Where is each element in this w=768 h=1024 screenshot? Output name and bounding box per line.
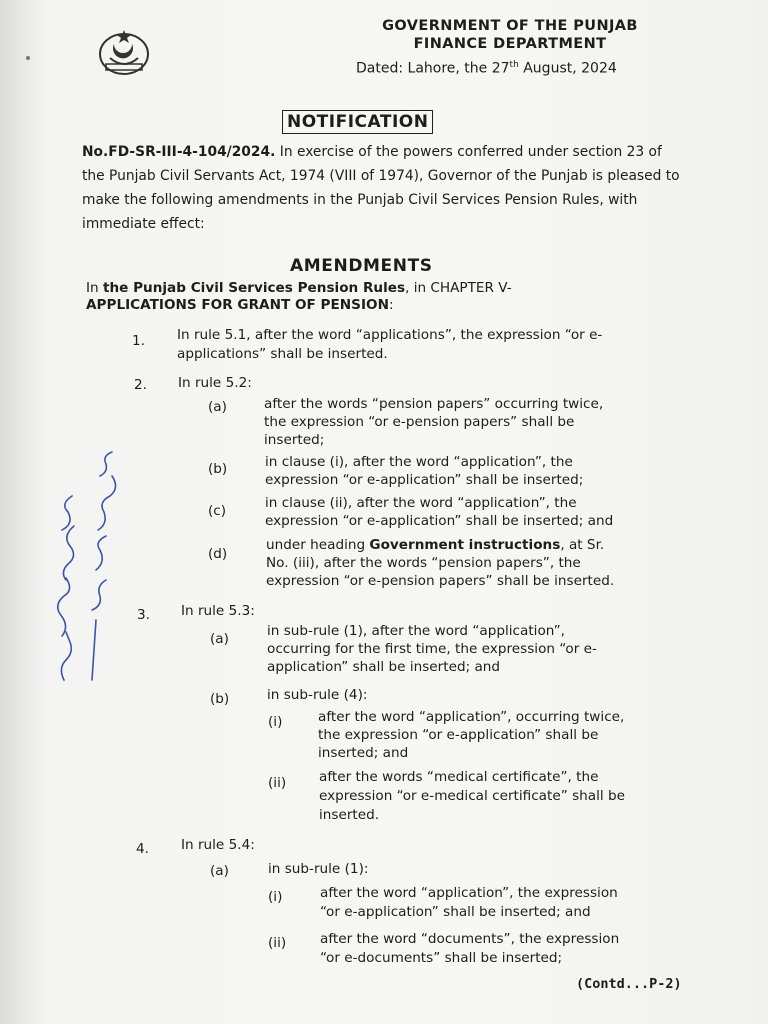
clause-text: in clause (i), after the word “application”, the [265, 454, 573, 470]
subclause-text: after the word “documents”, the expression [320, 931, 620, 947]
clause-text: occurring for the first time, the expression “or e- [267, 641, 597, 657]
continued-note: (Contd...P-2) [576, 976, 682, 992]
item-number: 2. [134, 377, 147, 393]
notification-title: NOTIFICATION [282, 110, 433, 134]
subclause-text: the expression “or e-application” shall be [318, 727, 599, 743]
clause-text: inserted; [264, 432, 325, 448]
subclause-text: inserted; and [318, 745, 409, 761]
subclause-text: expression “or e-medical certificate” shall be [319, 788, 625, 804]
handwritten-signature [52, 440, 122, 690]
amendments-title: AMENDMENTS [290, 256, 433, 276]
clause-label: (d) [208, 546, 228, 562]
clause-text: in sub-rule (4): [267, 687, 368, 703]
clause-label: (a) [210, 863, 229, 879]
subclause-label: (ii) [268, 775, 287, 791]
govt-heading: GOVERNMENT OF THE PUNJAB [382, 18, 638, 34]
clause-text: the expression “or e-pension papers” shall be [264, 414, 575, 430]
subclause-text: inserted. [319, 807, 380, 823]
subclause-label: (i) [268, 889, 283, 905]
clause-label: (a) [210, 631, 229, 647]
clause-text: No. (iii), after the words “pension papers”, the [266, 555, 581, 571]
clause-text: in sub-rule (1): [268, 861, 369, 877]
scan-speck [26, 56, 30, 60]
clause-label: (b) [210, 691, 230, 707]
dated-line: Dated: Lahore, the 27th August, 2024 [356, 60, 617, 77]
item-number: 4. [136, 841, 149, 857]
subclause-text: after the word “application”, the expression [320, 885, 618, 901]
subclause-text: “or e-documents” shall be inserted; [320, 950, 563, 966]
item-text: In rule 5.2: [178, 375, 252, 391]
item-text: In rule 5.4: [181, 837, 255, 853]
clause-text: expression “or e-application” shall be inserted; [265, 472, 584, 488]
subclause-label: (i) [268, 714, 283, 730]
dept-heading: FINANCE DEPARTMENT [413, 36, 607, 52]
subclause-label: (ii) [268, 935, 287, 951]
clause-text: under heading Government instructions, at Sr. [266, 537, 605, 553]
item-text: applications” shall be inserted. [177, 346, 388, 362]
item-number: 1. [132, 333, 145, 349]
clause-text: expression “or e-application” shall be inserted; and [265, 513, 614, 529]
item-text: In rule 5.1, after the word “applications”, the expression “or e- [177, 327, 603, 343]
item-text: In rule 5.3: [181, 603, 255, 619]
clause-text: application” shall be inserted; and [267, 659, 501, 675]
notification-number: No.FD-SR-III-4-104/2024. [82, 144, 276, 160]
punjab-govt-emblem [96, 24, 152, 76]
clause-text: after the words “pension papers” occurring twice, [264, 396, 604, 412]
item-number: 3. [137, 607, 150, 623]
clause-text: in clause (ii), after the word “application”, the [265, 495, 577, 511]
clause-label: (a) [208, 399, 227, 415]
lead-paragraph: In the Punjab Civil Services Pension Rules, in CHAPTER V- APPLICATIONS FOR GRANT OF PENSION: [86, 280, 512, 313]
subclause-text: after the word “application”, occurring twice, [318, 709, 625, 725]
subclause-text: “or e-application” shall be inserted; and [320, 904, 591, 920]
clause-label: (b) [208, 461, 228, 477]
subclause-text: after the words “medical certificate”, the [319, 769, 599, 785]
clause-text: expression “or e-pension papers” shall be inserted. [266, 573, 615, 589]
intro-paragraph: No.FD-SR-III-4-104/2024. In exercise of the powers conferred under section 23 of the Punjab Civil Servants Act, 1974 (VIII of 1974), Governor of the Punjab is pleased to make the following amendments in the Punjab Civil Services Pension Rules, with immediate effect: [82, 144, 680, 232]
clause-label: (c) [208, 503, 227, 519]
clause-text: in sub-rule (1), after the word “application”, [267, 623, 565, 639]
